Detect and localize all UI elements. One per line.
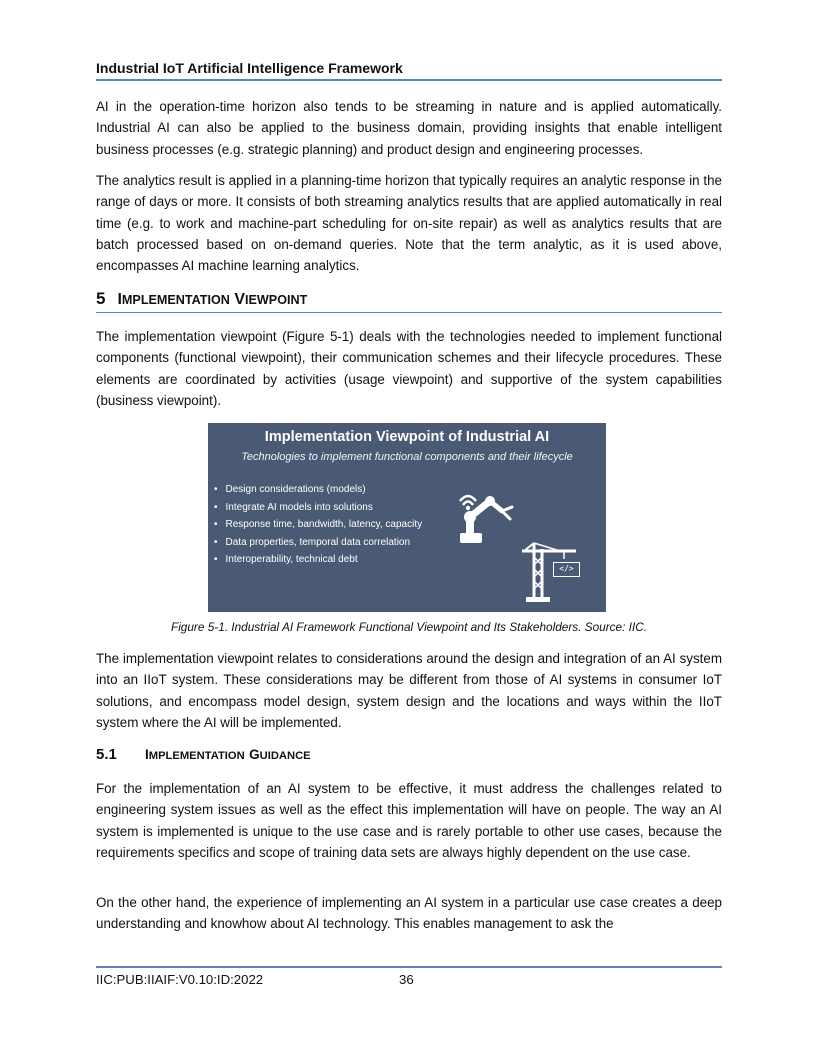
code-icon: </> (559, 564, 574, 573)
footer-rule (96, 966, 722, 968)
figure-bullet: • Interoperability, technical debt (214, 551, 422, 569)
section-number: 5.1 (96, 746, 117, 763)
figure-bullet: • Integrate AI models into solutions (214, 499, 422, 517)
figure-subtitle: Technologies to implement functional components and their lifecycle (241, 451, 573, 463)
figure-bullet: • Response time, bandwidth, latency, capacity (214, 516, 422, 534)
figure-caption: Figure 5-1. Industrial AI Framework Functional Viewpoint and Its Stakeholders. Source: IIC. (170, 620, 648, 634)
section-number: 5 (96, 289, 106, 308)
paragraph-implementation-viewpoint: The implementation viewpoint (Figure 5-1) deals with the technologies needed to implement functional components (functional viewpoint), their communication schemes and their lifecycle procedures. These elements are coordinated by activities (usage viewpoint) and supportive of the system capabilities (business viewpoint). (96, 329, 722, 408)
paragraph-implementation-considerations: The implementation viewpoint relates to considerations around the design and integration of an AI system into an IIoT system. These considerations may be different from those of AI systems in consumer IoT solutions, and encompass model design, system design and the locations and ways within the IIoT system where the AI will be implemented. (96, 651, 722, 730)
running-header: Industrial IoT Artificial Intelligence Framework (96, 60, 722, 81)
footer-document-id: IIC:PUB:IIAIF:V0.10:ID:2022 (96, 972, 264, 987)
figure-title: Implementation Viewpoint of Industrial AI (264, 429, 550, 445)
figure-bullet-list (214, 481, 422, 569)
paragraph-experience: On the other hand, the experience of implementing an AI system in a particular use case creates a deep understanding and knowhow about AI technology. This enables management to ask the (96, 895, 722, 932)
paragraph-implementation-guidance: For the implementation of an AI system to be effective, it must address the challenges related to engineering system issues as well as the effect this implementation will have on people. The way an AI system is implemented is unique to the use case and is rarely portable to other use cases, because the requirements specifics and scope of training data sets are always highly dependent on the use case. (96, 781, 722, 860)
figure-5-1 (208, 423, 606, 612)
robot-arm-icon (454, 487, 520, 547)
figure-bullet: • Data properties, temporal data correlation (214, 534, 422, 552)
page-number: 36 (399, 972, 414, 987)
section-heading-5-1: 5.1 IMPLEMENTATION GUIDANCE (96, 746, 311, 763)
paragraph-operation-time: AI in the operation-time horizon also tends to be streaming in nature and is applied automatically. Industrial AI can also be applied to the business domain, providing insights that enable intelligent business processes (e.g. strategic planning) and product design and engineering processes. (96, 99, 722, 157)
paragraph-analytics-result: The analytics result is applied in a planning-time horizon that typically requires an analytic response in the range of days or more. It consists of both streaming analytics results that are applied automatically in real time (e.g. to work and machine-part scheduling for on-site repair) as well as analytics results that are batch processed based on on-demand queries. Note that the term analytic, as it is used above, encompasses AI machine learning analytics. (96, 173, 722, 274)
code-box (553, 562, 580, 577)
figure-bullet: • Design considerations (models) (214, 481, 422, 499)
section-heading-5: 5 IMPLEMENTATION VIEWPOINT (96, 289, 722, 313)
